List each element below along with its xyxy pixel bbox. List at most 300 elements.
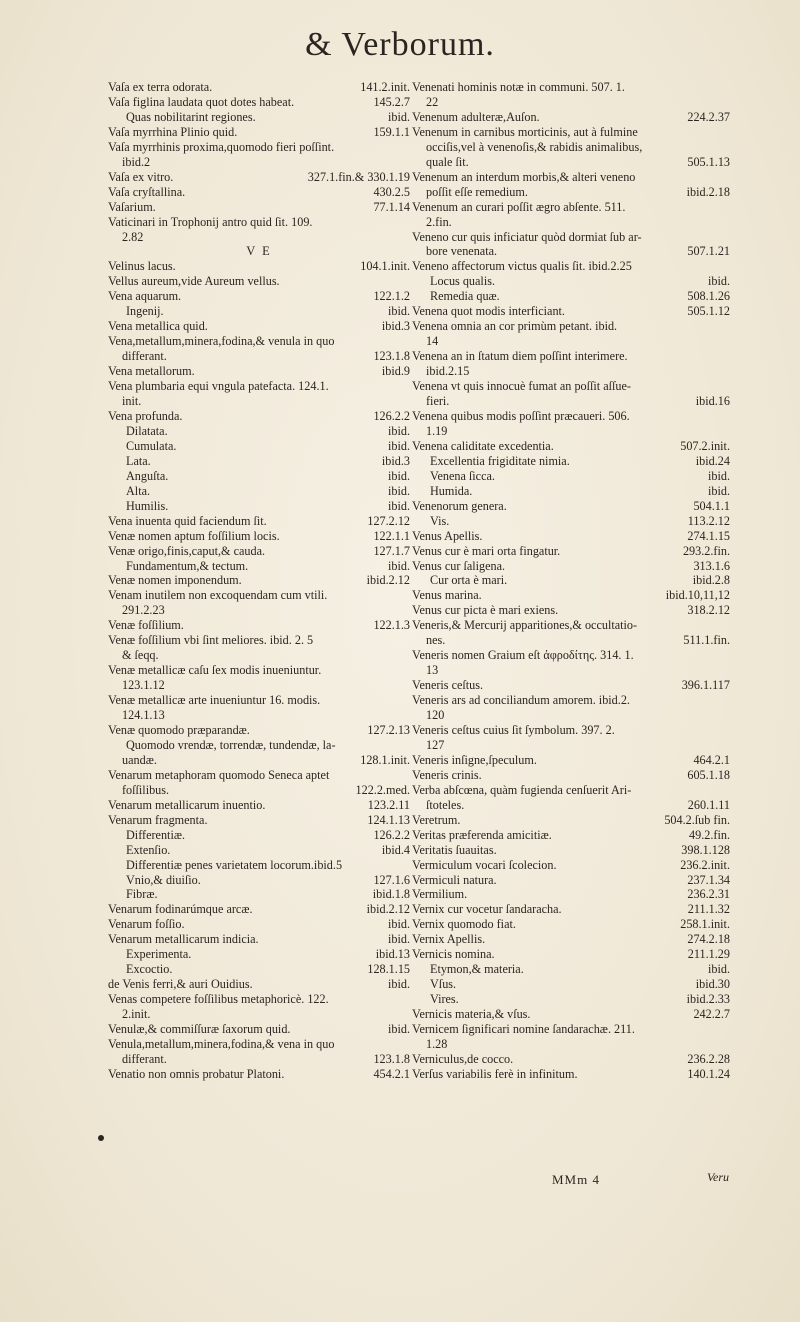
entry-text: Locus qualis. [430, 274, 495, 289]
index-entry [108, 1067, 410, 1082]
entry-text: poſſit eſſe remedium. [426, 184, 528, 199]
index-entry [412, 618, 730, 633]
index-entry [412, 230, 730, 245]
entry-text: Venæ nomen imponendum. [108, 573, 242, 588]
entry-text: Venena an in ſtatum diem poſſint interimere. [412, 349, 628, 364]
index-entry [108, 663, 410, 678]
page-reference: 464.2.1 [693, 752, 730, 767]
index-entry [412, 514, 730, 529]
entry-text: Veneris ars ad conciliandum amorem. ibid.2. [412, 693, 630, 708]
page-reference: ibid. [707, 274, 730, 289]
index-entry [412, 783, 730, 798]
entry-text: 13 [426, 663, 439, 678]
page-reference: ibid. [387, 109, 410, 124]
entry-text: Venam inutilem non excoquendam cum vtili. [108, 588, 328, 603]
index-entry [412, 603, 730, 618]
index-entry [108, 95, 410, 110]
page-reference: ibid. [387, 917, 410, 932]
entry-text: Venæ foſſilium vbi ſint meliores. ibid. 2. 5 [108, 633, 314, 648]
signature-mark: MMm 4 [552, 1172, 600, 1187]
index-entry [108, 110, 410, 125]
entry-text: Venenorum genera. [412, 498, 507, 513]
page-reference: ibid.13 [375, 947, 410, 962]
entry-text: uandæ. [122, 752, 157, 767]
entry-text: Venarum metaphoram quomodo Seneca aptet [108, 767, 330, 782]
entry-text: ſtoteles. [426, 797, 465, 812]
index-entry [108, 529, 410, 544]
page-reference: 507.1.21 [687, 244, 730, 259]
page-reference: 454.2.1 [373, 1066, 410, 1081]
index-entry [412, 678, 730, 693]
entry-text: 2.82 [122, 229, 144, 244]
index-entry [412, 529, 730, 544]
page-reference: 274.1.15 [687, 528, 730, 543]
entry-text: Venena omnia an cor primùm petant. ibid. [412, 319, 618, 334]
index-entry [412, 200, 730, 215]
index-entry [108, 155, 410, 170]
section-heading: V E [246, 244, 272, 259]
index-entry [108, 215, 410, 230]
index-entry [108, 469, 410, 484]
index-entry [108, 484, 410, 499]
index-entry [108, 828, 410, 843]
index-entry [412, 125, 730, 140]
entry-text: Vis. [430, 513, 450, 528]
entry-text: Vernicis materia,& vſus. [412, 1007, 531, 1022]
index-entry [108, 259, 410, 274]
entry-text: Veretrum. [412, 812, 461, 827]
page-reference: 126.2.2 [373, 827, 410, 842]
page-reference: ibid. [387, 438, 410, 453]
index-entry [108, 514, 410, 529]
entry-text: Vena,metallum,minera,fodina,& venula in quo [108, 334, 335, 349]
index-entry [108, 873, 410, 888]
entry-text: Cur orta è mari. [430, 573, 508, 588]
index-entry [108, 319, 410, 334]
entry-text: Vermiculum vocari ſcolecion. [412, 857, 557, 872]
entry-text: Differentiæ. [126, 827, 186, 842]
index-entry [108, 798, 410, 813]
index-entry [412, 648, 730, 663]
entry-text: Veritas præferenda amicitiæ. [412, 827, 552, 842]
entry-text: 2.init. [122, 1007, 151, 1022]
entry-text: Humida. [430, 483, 473, 498]
entry-text: Anguſta. [126, 468, 169, 483]
entry-text: Vena aquarum. [108, 289, 182, 304]
entry-text: Vires. [430, 992, 459, 1007]
index-entry [108, 230, 410, 245]
index-entry [108, 708, 410, 723]
page-reference: 396.1.117 [681, 678, 730, 693]
entry-text: Venæ origo,finis,caput,& cauda. [108, 543, 266, 558]
page-reference: ibid.2.12 [366, 902, 410, 917]
entry-text: Venarum fragmenta. [108, 812, 208, 827]
index-entry [412, 334, 730, 349]
entry-text: Venatio non omnis probatur Platoni. [108, 1066, 285, 1081]
index-entry [108, 738, 410, 753]
entry-text: Venus cur picta è mari exiens. [412, 603, 559, 618]
page-reference: 605.1.18 [687, 767, 730, 782]
entry-text: 14 [426, 334, 439, 349]
entry-text: Vaticinari in Trophonij antro quid ſit. 109. [108, 214, 313, 229]
index-entry [108, 917, 410, 932]
page-reference: 145.2.7 [373, 94, 410, 109]
entry-text: Venenum an interdum morbis,& alteri veneno [412, 169, 636, 184]
index-entry [412, 499, 730, 514]
page-reference: ibid. [387, 483, 410, 498]
index-entry [108, 200, 410, 215]
page-reference: 313.1.6 [693, 558, 730, 573]
page-reference: 104.1.init. [360, 259, 410, 274]
page-reference: 122.2.med. [355, 782, 410, 797]
page-reference: ibid. [387, 1022, 410, 1037]
index-entry [412, 1007, 730, 1022]
entry-text: Excellentia frigiditate nimia. [430, 453, 570, 468]
index-entry [412, 738, 730, 753]
index-entry [108, 588, 410, 603]
entry-text: ibid.2 [122, 154, 151, 169]
entry-text: Venulæ,& commiſſuræ ſaxorum quid. [108, 1022, 291, 1037]
index-entry [108, 304, 410, 319]
index-entry [412, 559, 730, 574]
index-entry [108, 603, 410, 618]
page-reference: 211.1.29 [687, 947, 730, 962]
entry-text: Veneris ceſtus cuius ſit ſymbolum. 397. 2. [412, 722, 615, 737]
index-entry [412, 843, 730, 858]
entry-text: Venæ nomen aptum foſſilium locis. [108, 528, 280, 543]
entry-text: Venenati hominis notæ in communi. 507. 1. [412, 80, 625, 94]
index-entry [412, 364, 730, 379]
index-entry [108, 454, 410, 469]
index-entry [108, 125, 410, 140]
entry-text: Vena inuenta quid faciendum ſit. [108, 513, 267, 528]
index-entry [108, 379, 410, 394]
entry-text: Verniculus,de cocco. [412, 1051, 514, 1066]
entry-text: Veneris,& Mercurij apparitiones,& occultatio- [412, 618, 638, 633]
entry-text: Velinus lacus. [108, 259, 176, 274]
entry-text: de Venis ferri,& auri Ouidius. [108, 977, 253, 992]
page-reference: 122.1.1 [373, 528, 410, 543]
page-reference: 504.1.1 [693, 498, 730, 513]
entry-text: Veritatis ſuauitas. [412, 842, 497, 857]
entry-text: Cumulata. [126, 438, 177, 453]
page-reference: 508.1.26 [687, 289, 730, 304]
index-entry [108, 170, 410, 185]
page-reference: 128.1.init. [360, 752, 410, 767]
entry-text: Venarum metallicarum indicia. [108, 932, 259, 947]
entry-text: Vaſarium. [108, 199, 156, 214]
page-reference: 122.1.3 [373, 618, 410, 633]
index-entry [108, 289, 410, 304]
page-reference: 293.2.fin. [682, 543, 730, 558]
index-entry [412, 588, 730, 603]
entry-text: 124.1.13 [122, 708, 165, 723]
entry-text: Differentiæ penes varietatem locorum.ibid.5 [126, 857, 343, 872]
index-entry [108, 783, 410, 798]
entry-text: 127 [426, 737, 445, 752]
index-entry [108, 947, 410, 962]
page-reference: ibid. [707, 962, 730, 977]
page-reference: 258.1.init. [680, 917, 730, 932]
entry-text: Fundamentum,& tectum. [126, 558, 249, 573]
index-entry [108, 439, 410, 454]
entry-text: Vaſa figlina laudata quot dotes habeat. [108, 94, 295, 109]
index-entry [108, 364, 410, 379]
entry-text: Ingenij. [126, 304, 164, 319]
index-entry [108, 185, 410, 200]
index-entry [412, 289, 730, 304]
index-entry [108, 1052, 410, 1067]
index-entry [108, 1037, 410, 1052]
page-reference: 274.2.18 [687, 932, 730, 947]
entry-text: Extenſio. [126, 842, 171, 857]
index-entry [412, 469, 730, 484]
index-entry [412, 828, 730, 843]
entry-text: bore venenata. [426, 244, 498, 259]
entry-text: Venæ quomodo præparandæ. [108, 722, 250, 737]
entry-text: nes. [426, 633, 446, 648]
index-entry [108, 424, 410, 439]
index-entry [108, 977, 410, 992]
entry-text: Veneris nomen Graium eſt ἀφροδίτης. 314. 1. [412, 648, 634, 663]
page-reference: 123.2.11 [367, 797, 410, 812]
index-entry [108, 932, 410, 947]
entry-text: Vnio,& diuiſio. [126, 872, 201, 887]
index-entry [412, 947, 730, 962]
index-entry [108, 334, 410, 349]
entry-text: Vaſa ex terra odorata. [108, 80, 213, 94]
index-entry [412, 1037, 730, 1052]
index-entry [108, 349, 410, 364]
entry-text: init. [122, 394, 142, 409]
entry-text: Venena vt quis innocuè fumat an poſſit aſſue- [412, 379, 631, 394]
entry-text: Etymon,& materia. [430, 962, 524, 977]
index-entry [412, 95, 730, 110]
index-entry [412, 887, 730, 902]
entry-text: Venas competere foſſilibus metaphoricè. 122. [108, 992, 329, 1007]
index-column-right [412, 80, 730, 1082]
entry-text: Quomodo vrendæ, torrendæ, tundendæ, la- [126, 737, 336, 752]
page-reference: ibid.24 [695, 453, 730, 468]
entry-text: Vernicis nomina. [412, 947, 495, 962]
index-entry [412, 110, 730, 125]
index-entry [108, 753, 410, 768]
index-entry [412, 454, 730, 469]
page-reference: ibid. [707, 468, 730, 483]
entry-text: Veneris ceſtus. [412, 678, 484, 693]
entry-text: Vellus aureum,vide Aureum vellus. [108, 274, 280, 289]
page-reference: 113.2.12 [687, 513, 730, 528]
entry-text: Venus cur è mari orta fingatur. [412, 543, 561, 558]
page-reference: 237.1.34 [687, 872, 730, 887]
index-entry [108, 962, 410, 977]
page-reference: ibid.3 [381, 453, 410, 468]
page-reference: 236.2.init. [680, 857, 730, 872]
entry-text: Venæ metallicæ caſu ſex modis inueniuntur. [108, 663, 322, 678]
index-entry [108, 544, 410, 559]
page-reference: 224.2.37 [687, 109, 730, 124]
index-entry [412, 708, 730, 723]
page-reference: 504.2.ſub fin. [664, 812, 730, 827]
index-entry [108, 887, 410, 902]
index-entry [108, 499, 410, 514]
index-entry [412, 244, 730, 259]
index-entry [412, 858, 730, 873]
page-reference: 511.1.fin. [683, 633, 730, 648]
index-entry [412, 813, 730, 828]
entry-text: Vaſa cryſtallina. [108, 184, 186, 199]
entry-text: Veneris crinis. [412, 767, 482, 782]
index-entry [412, 1052, 730, 1067]
page-reference: 122.1.2 [373, 289, 410, 304]
page-reference: 140.1.24 [687, 1066, 730, 1081]
page-reference: 398.1.128 [681, 842, 730, 857]
page-reference: ibid. [387, 932, 410, 947]
entry-text: Vernix Apellis. [412, 932, 486, 947]
index-entry [412, 484, 730, 499]
index-entry [412, 215, 730, 230]
index-entry [412, 155, 730, 170]
index-entry [108, 409, 410, 424]
page-reference: 505.1.12 [687, 304, 730, 319]
index-entry [412, 873, 730, 888]
index-entry [412, 1067, 730, 1082]
page-reference: ibid.2.33 [686, 992, 730, 1007]
index-entry [108, 1007, 410, 1022]
index-entry [412, 917, 730, 932]
index-column-left [108, 80, 410, 1082]
page-reference: ibid.9 [381, 364, 410, 379]
entry-text: Venena quot modis interficiant. [412, 304, 565, 319]
entry-text: Venæ metallicæ arte inueniuntur 16. modis. [108, 693, 321, 708]
index-entry [412, 798, 730, 813]
index-entry [108, 394, 410, 409]
page-reference: ibid.30 [695, 977, 730, 992]
index-entry [412, 693, 730, 708]
page-reference: 127.2.12 [367, 513, 410, 528]
entry-text: 1.19 [426, 423, 448, 438]
page-reference: ibid.4 [381, 842, 410, 857]
page-reference: 260.1.11 [687, 797, 730, 812]
index-entry [108, 559, 410, 574]
index-entry [412, 394, 730, 409]
page-reference: ibid. [387, 558, 410, 573]
index-entry [412, 304, 730, 319]
index-entry [108, 768, 410, 783]
index-entry [412, 573, 730, 588]
index-entry [108, 140, 410, 155]
entry-text: Vernix cur vocetur ſandaracha. [412, 902, 562, 917]
index-entry [412, 424, 730, 439]
index-entry [412, 992, 730, 1007]
index-entry [412, 140, 730, 155]
entry-text: Veneno cur quis inficiatur quòd dormiat ſub ar- [412, 229, 642, 244]
page-reference: 123.1.8 [373, 349, 410, 364]
page-reference: 128.1.15 [367, 962, 410, 977]
page-reference: ibid.1.8 [372, 887, 410, 902]
index-entry [108, 648, 410, 663]
entry-text: & ſeqq. [122, 648, 159, 663]
entry-text: Venarum foſſio. [108, 917, 185, 932]
index-entry [108, 618, 410, 633]
index-entry [412, 439, 730, 454]
page-reference: ibid. [387, 423, 410, 438]
entry-text: Veneris inſigne,ſpeculum. [412, 752, 537, 767]
entry-text: Excoctio. [126, 962, 173, 977]
entry-text: 120 [426, 708, 445, 723]
entry-text: Humilis. [126, 498, 169, 513]
entry-text: Venarum metallicarum inuentio. [108, 797, 266, 812]
entry-text: Vſus. [430, 977, 457, 992]
index-entry [108, 1022, 410, 1037]
entry-text: Venenum an curari poſſit ægro abſente. 511. [412, 199, 626, 214]
entry-text: 22 [426, 94, 439, 109]
index-entry [108, 902, 410, 917]
index-entry [108, 573, 410, 588]
index-entry [412, 274, 730, 289]
entry-text: Venena quibus modis poſſint præcaueri. 506. [412, 408, 630, 423]
index-entry [108, 633, 410, 648]
entry-text: Venarum fodinarúmque arcæ. [108, 902, 253, 917]
index-entry [412, 409, 730, 424]
entry-text: Venena caliditate excedentia. [412, 438, 554, 453]
catchword: Veru [707, 1170, 729, 1184]
index-entry [412, 170, 730, 185]
page-reference: 507.2.init. [680, 438, 730, 453]
entry-text: Vaſa myrrhina Plinio quid. [108, 124, 238, 139]
index-entry [108, 992, 410, 1007]
entry-text: quale ſit. [426, 154, 469, 169]
page-reference: ibid. [387, 468, 410, 483]
entry-text: occiſis,vel à venenoſis,& rabidis animalibus, [426, 139, 643, 154]
entry-text: ibid.2.15 [426, 364, 470, 379]
entry-text: Verba abſcœna, quàm fugienda cenſuerit Ari- [412, 782, 632, 797]
index-entry [412, 544, 730, 559]
entry-text: differant. [122, 1051, 167, 1066]
page-reference: 242.2.7 [693, 1007, 730, 1022]
entry-text: Venenum in carnibus morticinis, aut à fulmine [412, 124, 638, 139]
entry-text: Verſus variabilis ferè in infinitum. [412, 1066, 578, 1081]
index-entry [412, 962, 730, 977]
index-entry [412, 259, 730, 274]
entry-text: Vena metallica quid. [108, 319, 208, 334]
entry-text: Vaſa myrrhinis proxima,quomodo fieri poſſint. [108, 139, 335, 154]
page-reference: 127.1.7 [373, 543, 410, 558]
entry-text: Vena metallorum. [108, 364, 195, 379]
page-reference: 126.2.2 [373, 408, 410, 423]
entry-text: Fibræ. [126, 887, 158, 902]
index-entry [412, 319, 730, 334]
page-reference: 505.1.13 [687, 154, 730, 169]
entry-text: Venæ foſſilium. [108, 618, 184, 633]
index-entry [412, 768, 730, 783]
page-reference: 127.1.6 [373, 872, 410, 887]
ink-mark [98, 1135, 104, 1141]
entry-text: Alta. [126, 483, 151, 498]
page-reference: ibid.2.8 [692, 573, 730, 588]
entry-text: Vena plumbaria equi vngula patefacta. 124.1. [108, 379, 329, 394]
entry-text: foſſilibus. [122, 782, 170, 797]
entry-text: fieri. [426, 394, 450, 409]
page-reference: 327.1.fin.& 330.1.19 [307, 169, 410, 184]
page-reference: ibid. [707, 483, 730, 498]
entry-text: Vermiculi natura. [412, 872, 497, 887]
index-entry [108, 80, 410, 95]
entry-text: Lata. [126, 453, 151, 468]
entry-text: Vaſa ex vitro. [108, 169, 174, 184]
page-title: & Verborum. [305, 26, 495, 63]
page-reference: 141.2.init. [360, 80, 410, 94]
